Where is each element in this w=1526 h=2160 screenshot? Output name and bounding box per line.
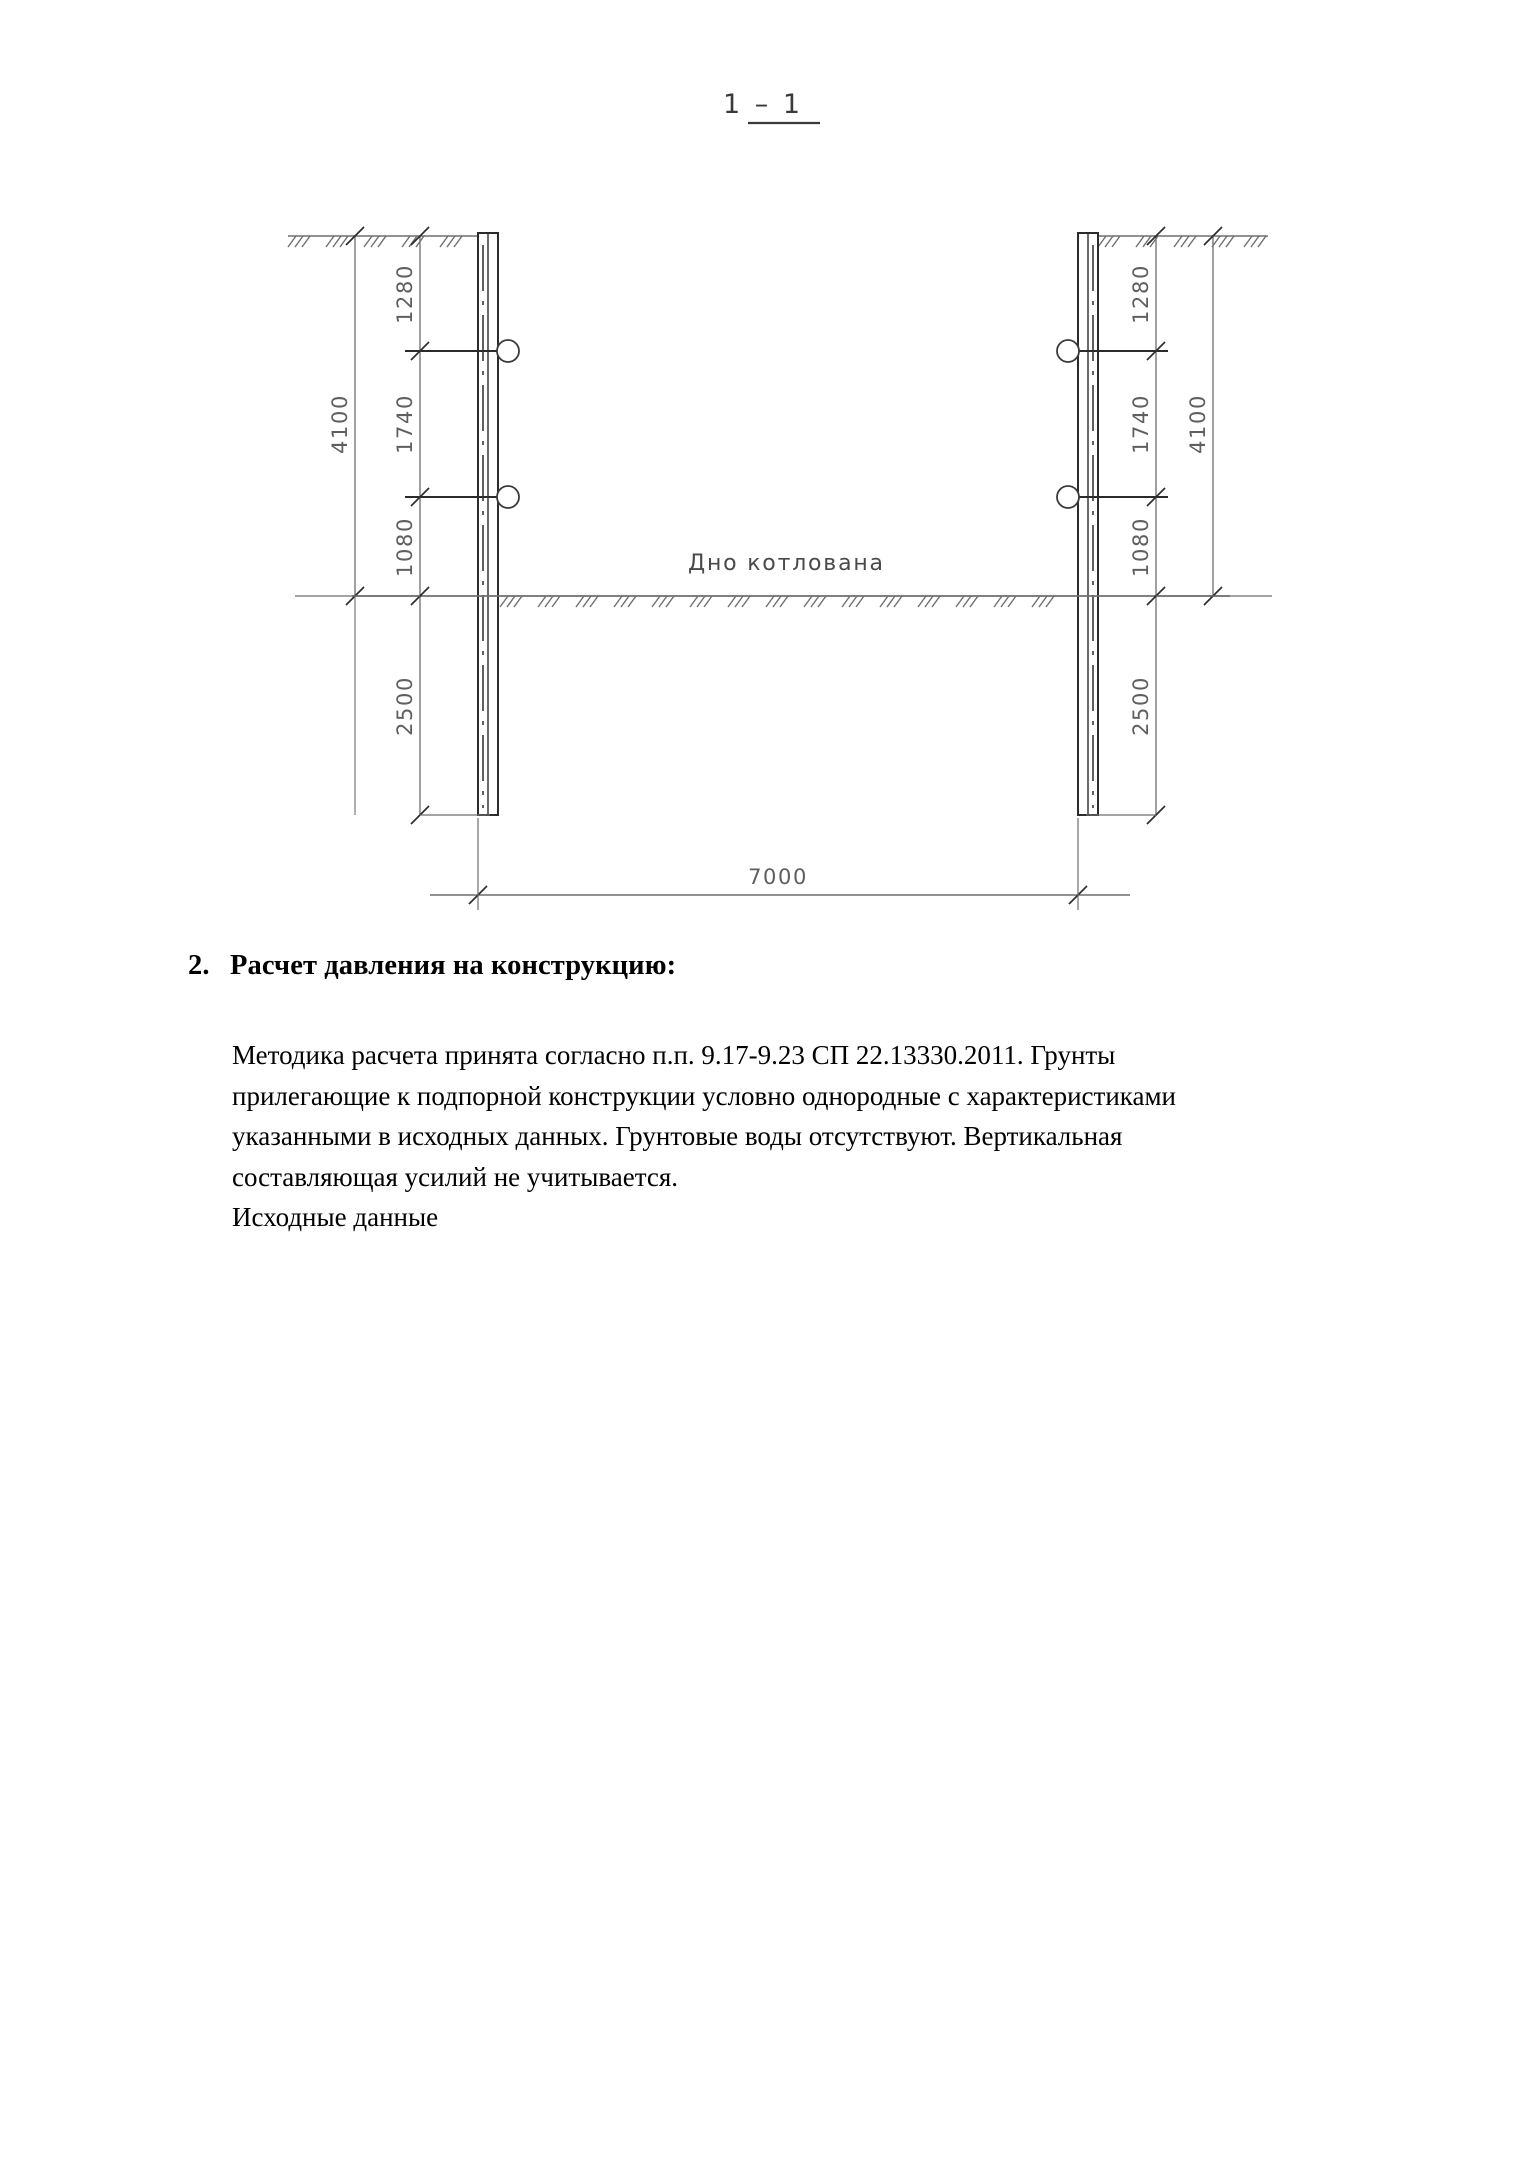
dimension-7000-span: 7000: [748, 865, 808, 889]
paragraph-line-2: прилегающие к подпорной конструкции условно однородные с характеристиками: [232, 1080, 1176, 1111]
strut-marker-lower-right: [1057, 486, 1168, 508]
paragraph-line-4: составляющая усилий не учитывается.: [232, 1161, 679, 1192]
dimension-1740-left: 1740: [393, 394, 417, 454]
dimension-span: [430, 818, 1130, 910]
strut-marker-lower-left: [405, 486, 519, 508]
cross-section-drawing: [0, 0, 1526, 930]
dimension-1740-right: 1740: [1129, 394, 1153, 454]
paragraph-line-1: Методика расчета принята согласно п.п. 9.17-9.23 СП 22.13330.2011. Грунты: [232, 1040, 1116, 1070]
dimension-1280-left: 1280: [393, 264, 417, 324]
dimension-overall-right: [1156, 227, 1272, 605]
dimension-1080-right: 1080: [1129, 517, 1153, 577]
paragraph-line-5: Исходные данные: [232, 1202, 439, 1232]
heading-number: 2.: [188, 950, 210, 981]
ground-line-right: [1098, 236, 1268, 247]
retaining-wall-left: [478, 233, 498, 815]
dimension-1080-left: 1080: [393, 517, 417, 577]
excavation-bottom-label: Дно котлована: [688, 551, 885, 576]
drawing-title-text: 1 – 1: [722, 89, 804, 120]
body-paragraph: [232, 1035, 1292, 1238]
retaining-wall-right: [1078, 233, 1098, 815]
dimension-chain-left: [393, 227, 490, 824]
dimension-2500-right: 2500: [1129, 676, 1153, 736]
heading-2: [188, 950, 1338, 982]
dimension-4100-right: 4100: [1186, 394, 1210, 454]
section-drawing: [0, 0, 1526, 930]
heading-title: Расчет давления на конструкцию:: [230, 950, 677, 981]
strut-marker-upper-left: [405, 340, 519, 362]
paragraph-line-3: указанными в исходных данных. Грунтовые воды отсутствуют. Вертикальная: [232, 1121, 1123, 1151]
strut-marker-upper-right: [1057, 340, 1168, 362]
dimension-2500-left: 2500: [393, 676, 417, 736]
ground-line-left: [288, 236, 478, 247]
dimension-1280-right: 1280: [1129, 264, 1153, 324]
drawing-title: [723, 89, 820, 123]
dimension-4100-left: 4100: [328, 394, 352, 454]
